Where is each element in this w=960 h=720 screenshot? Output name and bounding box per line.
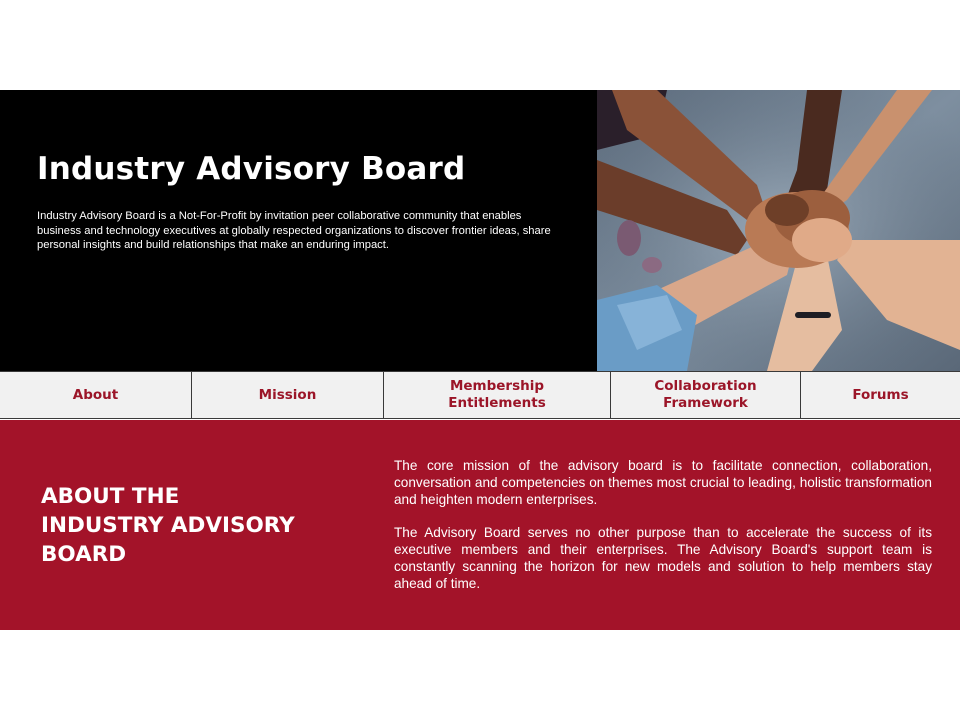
nav-tab-mission[interactable]: Mission (192, 372, 384, 418)
hero-description: Industry Advisory Board is a Not-For-Profit by invitation peer collaborative community that enables business and technology executives at globally respected organizations to discover frontier ideas, share personal insights and build relationships that make an enduring impact. (37, 210, 551, 251)
about-paragraph: The Advisory Board serves no other purpose than to accelerate the success of its executive members and their enterprises. The Advisory Board's support team is constantly scanning the horizon for new models and solution to help members stay ahead of time. (394, 525, 932, 591)
nav-tab-membership-entitlements[interactable]: Membership Entitlements (384, 372, 611, 418)
hero-image (597, 90, 960, 371)
stacked-hands-photo-icon (597, 90, 960, 371)
nav-tab-forums[interactable]: Forums (852, 386, 909, 403)
about-paragraph: The core mission of the advisory board is to facilitate connection, collaboration, conversation and competencies on themes most crucial to leading, holistic transformation and heighten modern enterprises. (394, 458, 932, 507)
nav-tab-about[interactable]: About (0, 372, 192, 418)
about-body (394, 457, 932, 608)
nav-tab-collaboration-framework[interactable]: Collaboration Framework (611, 372, 801, 418)
section-nav (0, 371, 960, 419)
about-section (0, 420, 960, 630)
page-title: Industry Advisory Board (37, 151, 466, 187)
about-heading: ABOUT THE INDUSTRY ADVISORY BOARD (41, 484, 295, 567)
